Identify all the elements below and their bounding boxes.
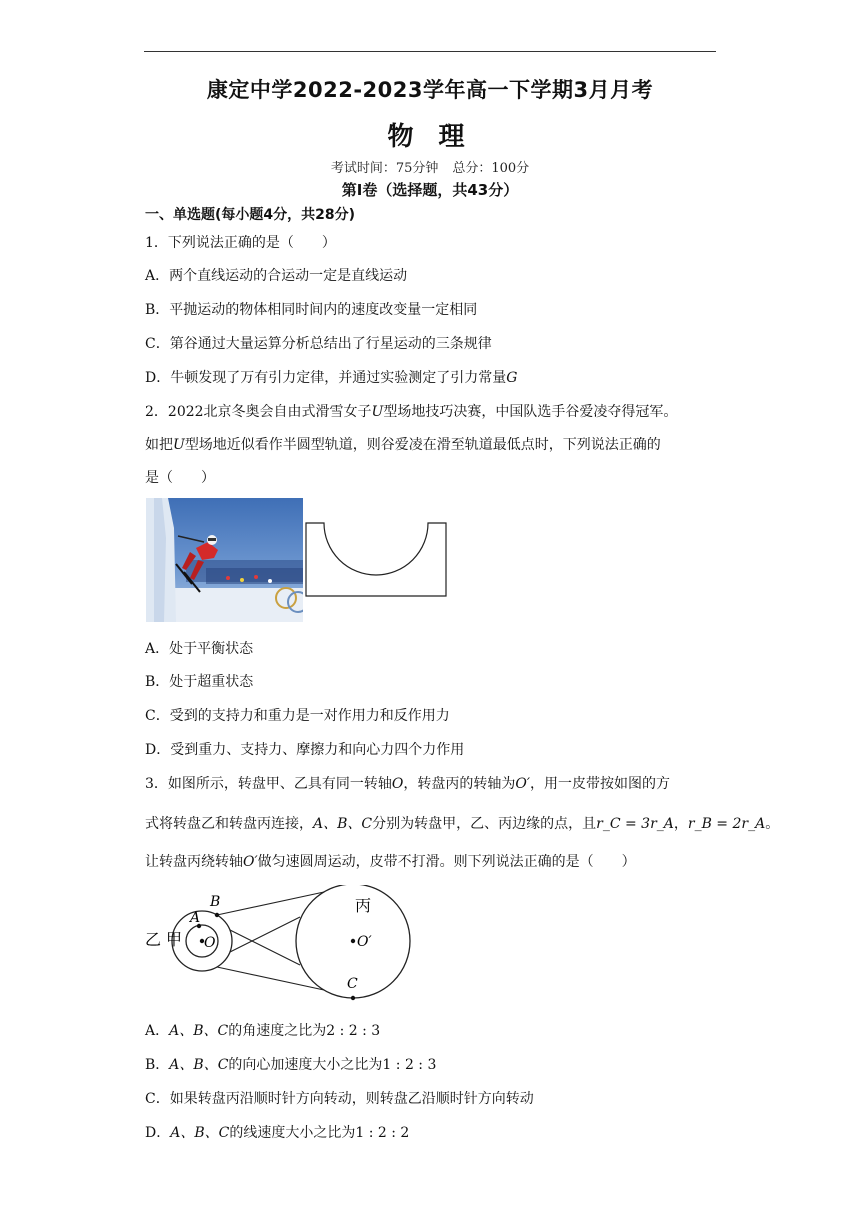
skier-photo (146, 498, 303, 622)
label-yi: 乙 (145, 930, 162, 949)
u-track-diagram (305, 522, 449, 598)
label-c: C (347, 976, 358, 992)
section-heading: 一、单选题(每小题4分，共28分) (145, 207, 356, 223)
volume-heading: 第Ⅰ卷（选择题，共43分） (341, 181, 519, 199)
q3-stem-line2 (145, 813, 779, 833)
q3-l2-pre: 式将转盘乙和转盘丙连接， (145, 816, 313, 832)
q3-option-b (145, 1054, 436, 1074)
q3-option-a (145, 1020, 380, 1040)
q1-option-a: A．两个直线运动的合运动一定是直线运动 (145, 268, 408, 284)
q3-stem-line3 (145, 851, 636, 871)
q3-d-ratio: 1 : 2 : 2 (355, 1125, 410, 1141)
q1-option-b: B．平抛运动的物体相同时间内的速度改变量一定相同 (145, 302, 478, 318)
q2-l1-post: 型场地技巧决赛，中国队选手谷爱凌夺得冠军。 (383, 404, 678, 420)
q3-l1-var2: O′ (515, 776, 531, 792)
q3-d-post: 的线速度大小之比为 (229, 1125, 356, 1141)
q3-l2-mid: 分别为转盘甲，乙、丙边缘的点，且 (372, 816, 597, 832)
q3-option-d (145, 1122, 409, 1142)
q3-b-post: 的向心加速度大小之比为 (228, 1057, 383, 1073)
q2-l2-var: U (173, 437, 185, 453)
q3-l3-var: O′ (243, 854, 258, 870)
label-a: A (190, 910, 201, 926)
q1-option-d-var: G (506, 370, 518, 386)
q3-l2-eq1: r_C = 3r_A (596, 816, 674, 832)
q2-option-d: D．受到重力、支持力、摩擦力和向心力四个力作用 (145, 742, 465, 758)
q2-l2-post: 型场地近似看作半圆型轨道，则谷爱凌在滑至轨道最低点时，下列说法正确的 (184, 437, 661, 453)
label-o: O (204, 935, 216, 951)
pulley-diagram (140, 885, 430, 1005)
q3-l3-pre: 让转盘丙绕转轴 (145, 854, 243, 870)
q1-stem: 1．下列说法正确的是（ ） (145, 235, 336, 251)
q2-stem-line3: 是（ ） (145, 470, 215, 486)
q2-option-b: B．处于超重状态 (145, 674, 254, 690)
q3-d-pre: D． (145, 1125, 171, 1141)
q1-option-c: C．第谷通过大量运算分析总结出了行星运动的三条规律 (145, 336, 492, 352)
q2-l1-pre: 2．2022北京冬奥会自由式滑雪女子 (145, 404, 372, 420)
q2-l2-pre: 如把 (145, 437, 173, 453)
q2-option-a: A．处于平衡状态 (145, 641, 254, 657)
q3-a-pre: A． (145, 1023, 170, 1039)
q3-stem-line1 (145, 773, 670, 793)
label-o-prime: O′ (357, 934, 372, 950)
exam-title: 康定中学2022-2023学年高一下学期3月月考 (206, 78, 654, 102)
exam-total-score: 总分：100分 (452, 161, 530, 176)
exam-info (0, 157, 860, 176)
q3-l2-comma: ， (673, 816, 688, 832)
q3-d-vars: A、B、C (170, 1125, 230, 1141)
label-b: B (210, 894, 221, 910)
q3-l2-period: 。 (765, 816, 780, 832)
q1-option-d (145, 367, 517, 387)
q3-option-c: C．如果转盘丙沿顺时针方向转动，则转盘乙沿顺时针方向转动 (145, 1091, 534, 1107)
q3-l2-eq2: r_B = 2r_A (687, 816, 766, 832)
q3-l1-post: ，用一皮带按如图的方 (530, 776, 671, 792)
q3-l1-var1: O (391, 776, 404, 792)
label-jia: 甲 (166, 930, 183, 949)
q2-option-c: C．受到的支持力和重力是一对作用力和反作用力 (145, 708, 450, 724)
q1-option-d-text: D．牛顿发现了万有引力定律，并通过实验测定了引力常量 (145, 370, 507, 386)
q2-stem-line1 (145, 401, 677, 421)
q2-stem-line2 (145, 434, 661, 454)
top-rule (144, 51, 716, 52)
q3-l2-vars: A、B、C (313, 816, 373, 832)
q2-l1-var: U (371, 404, 384, 420)
q3-b-pre: B． (145, 1057, 170, 1073)
subject-title: 物 理 (387, 122, 473, 152)
q3-l1-mid: ，转盘丙的转轴为 (403, 776, 516, 792)
exam-time: 考试时间：75分钟 (330, 161, 439, 176)
q3-a-post: 的角速度之比为 (228, 1023, 327, 1039)
q3-a-vars: A、B、C (169, 1023, 229, 1039)
q3-b-ratio: 1 : 2 : 3 (382, 1057, 437, 1073)
q3-b-vars: A、B、C (169, 1057, 229, 1073)
q3-l1-pre: 3．如图所示，转盘甲、乙具有同一转轴 (145, 776, 392, 792)
label-bing: 丙 (355, 896, 372, 915)
q3-l3-post: 做匀速圆周运动，皮带不打滑。则下列说法正确的是（ ） (257, 854, 636, 870)
q3-a-ratio: 2 : 2 : 3 (326, 1023, 381, 1039)
